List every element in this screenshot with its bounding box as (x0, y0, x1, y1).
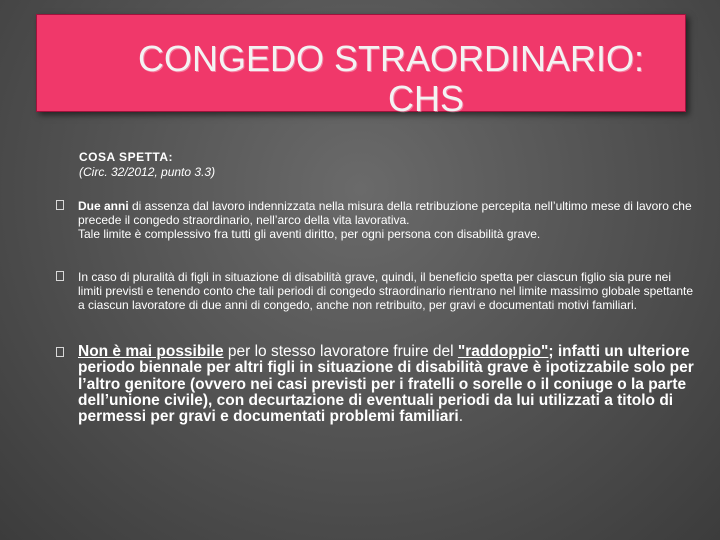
bullet-3-mid: per lo stesso lavoratore fruire del (223, 343, 458, 360)
subheading-label: COSA SPETTA: (79, 150, 174, 164)
bullet-3-quote: "raddoppio" (457, 343, 549, 360)
subheading (79, 150, 215, 180)
bullet-text-2: In caso di pluralità di figli in situazione di disabilità grave, quindi, il beneficio spetta per ciascun figlio sia pure nei limiti previsti e tenendo conto che tali periodi di congedo straordinario rientrano nel limite massimo globale spettante a ciascun lavoratore di due anni di congedo, anche non retribuito, per gravi e documentati motivi familiari. (78, 270, 693, 312)
bullet-text-3 (78, 344, 698, 425)
bullet-3-end: . (458, 408, 464, 426)
bullet-1-body: di assenza dal lavoro indennizzata nella misura della retribuzione percepita nell’ultimo mese di lavoro che precede il congedo straordinario, nell’arco della vita lavorativa. (78, 199, 692, 227)
bullet-text-1 (78, 199, 698, 241)
bullet-1-lead: Due anni (78, 199, 129, 213)
bullet-3-lead: Non è mai possibile (78, 343, 224, 360)
bullet-3-rest: ; infatti un ulteriore periodo biennale per altri figli in situazione di disabilità grave è ipotizzabile solo per l’altro genitore (ovvero nei casi previsti per i fratelli o sorelle o il coniuge o la parte dell’unione civile), con decurtazione di eventuali periodi da lui utilizzati a titolo di permessi per gravi e documentati problemi familiari (78, 343, 694, 426)
title-banner (36, 14, 686, 119)
title-line-2: CHS (387, 78, 464, 119)
subheading-reference: (Circ. 32/2012, punto 3.3) (79, 165, 216, 179)
bullet-box-icon (56, 347, 64, 357)
bullet-box-icon (56, 271, 64, 281)
title-line-1: CONGEDO STRAORDINARIO: (137, 38, 645, 79)
bullet-box-icon (56, 200, 64, 210)
bullet-1-body-2: Tale limite è complessivo fra tutti gli aventi diritto, per ogni persona con disabilità grave. (78, 227, 541, 241)
